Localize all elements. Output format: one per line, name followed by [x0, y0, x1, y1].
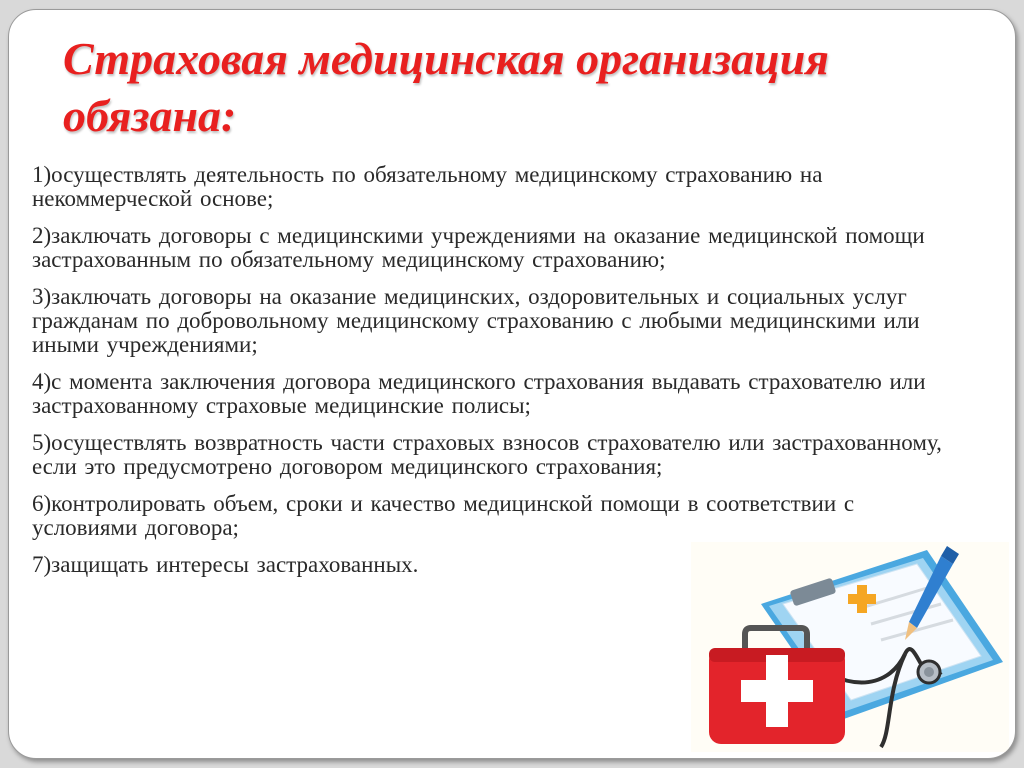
list-item: 1)осуществлять деятельность по обязательному медицинскому страхованию на некоммерческой основе; [32, 162, 823, 211]
medical-illustration [691, 542, 1009, 752]
list-item: 7)защищать интересы застрахованных. [32, 552, 419, 577]
list-item: 3)заключать договоры на оказание медицинских, оздоровительных и социальных услуг гражданам по добровольному медицинскому страхованию с любыми медицинскими или иными учреждениями; [32, 284, 920, 357]
list-item: 6)контролировать объем, сроки и качество медицинской помощи в соответствии с условиями договора; [32, 491, 855, 540]
list-item: 5)осуществлять возвратность части страховых взносов страхователю или застрахованному, если это предусмотрено договором медицинского страхования; [32, 430, 942, 479]
slide-title: Страховая медицинская организация обязана: [63, 33, 829, 141]
list-item: 2)заключать договоры с медицинскими учреждениями на оказание медицинской помощи застрахованным по обязательному медицинскому страхованию; [32, 223, 925, 272]
list-item: 4)с момента заключения договора медицинского страхования выдавать страхователю или застрахованному страховые медицинские полисы; [32, 369, 926, 418]
obligations-list [32, 163, 952, 590]
slide [8, 9, 1016, 759]
